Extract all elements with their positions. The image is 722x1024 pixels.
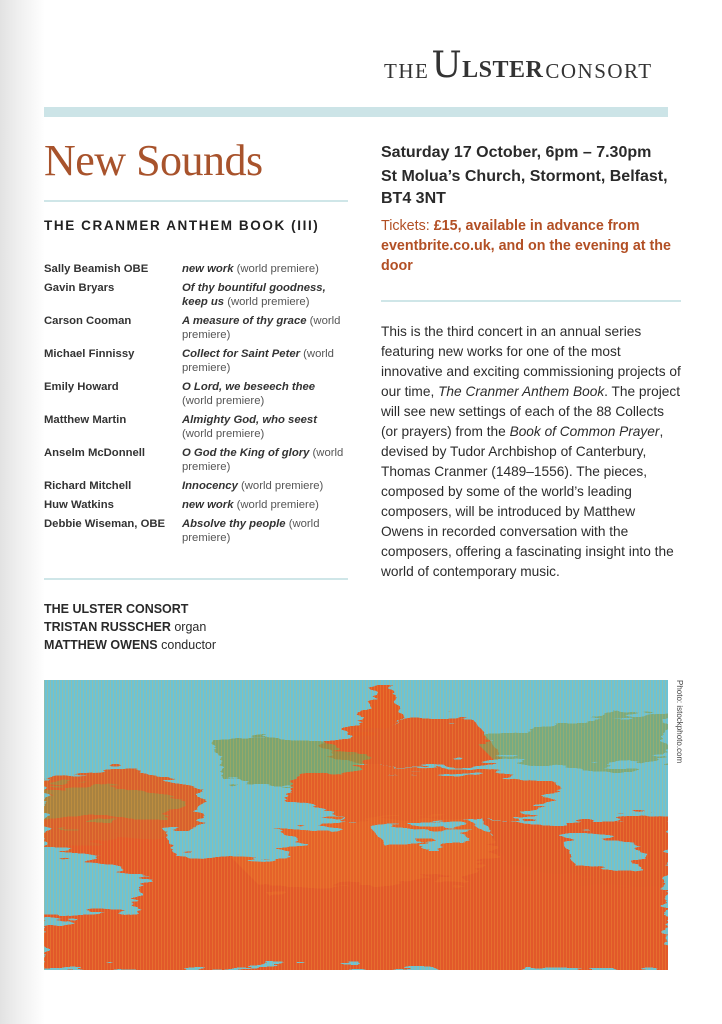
blurb-italic-title-1: The Cranmer Anthem Book bbox=[438, 384, 605, 399]
performer-role: conductor bbox=[161, 638, 217, 652]
piece-title: new work bbox=[182, 499, 234, 511]
tickets-divider bbox=[381, 300, 681, 302]
piece-title: A measure of thy grace bbox=[182, 315, 307, 327]
premiere-note: (world premiere) bbox=[182, 348, 334, 374]
composer-name: Debbie Wiseman, OBE bbox=[44, 518, 166, 530]
piece-info bbox=[182, 517, 344, 545]
work-row bbox=[44, 479, 344, 493]
tickets-detail: £15, available in advance from eventbrite.co.uk, and on the evening at the door bbox=[381, 218, 671, 274]
piece-title: Of thy bountiful goodness, keep us bbox=[182, 282, 326, 308]
piece-title: new work bbox=[182, 263, 234, 275]
piece-title: Collect for Saint Peter bbox=[182, 348, 301, 360]
work-row bbox=[44, 347, 344, 375]
painting-svg bbox=[44, 680, 668, 970]
piece-info bbox=[182, 314, 344, 342]
composer-name: Emily Howard bbox=[44, 381, 119, 393]
tickets-label: Tickets: bbox=[381, 218, 430, 234]
composer-name: Gavin Bryars bbox=[44, 282, 115, 294]
piece-info bbox=[182, 446, 344, 474]
piece-info bbox=[182, 380, 344, 408]
tickets-info bbox=[381, 216, 681, 276]
composer-name: Anselm McDonnell bbox=[44, 447, 146, 459]
performer bbox=[44, 618, 216, 636]
abstract-painting-image bbox=[44, 680, 668, 970]
performer bbox=[44, 600, 216, 618]
piece-title: Absolve thy people bbox=[182, 518, 286, 530]
piece-info bbox=[182, 347, 344, 375]
work-row bbox=[44, 498, 344, 512]
performer-name: MATTHEW OWENS bbox=[44, 638, 158, 652]
piece-info bbox=[182, 262, 319, 276]
work-row bbox=[44, 413, 344, 441]
piece-info bbox=[182, 281, 344, 309]
canvas-texture bbox=[44, 680, 668, 970]
work-row bbox=[44, 314, 344, 342]
piece-title: O Lord, we beseech thee bbox=[182, 381, 316, 393]
logo-lster: LSTER bbox=[462, 57, 544, 83]
piece-info bbox=[182, 479, 323, 493]
event-date: Saturday 17 October, 6pm – 7.30pm bbox=[381, 144, 652, 161]
work-row bbox=[44, 446, 344, 474]
premiere-note: (world premiere) bbox=[236, 499, 319, 511]
work-row bbox=[44, 262, 344, 276]
composer-name: Richard Mitchell bbox=[44, 480, 132, 492]
piece-title: O God the King of glory bbox=[182, 447, 310, 459]
work-row bbox=[44, 281, 344, 309]
premiere-note: (world premiere) bbox=[182, 395, 265, 407]
blurb-italic-title-2: Book of Common Prayer bbox=[509, 424, 660, 439]
works-list bbox=[44, 262, 344, 550]
premiere-note: (world premiere) bbox=[182, 518, 320, 544]
composer-name: Michael Finnissy bbox=[44, 348, 135, 360]
blurb-text-1: This is the third concert in an annual series featuring new works for one of the most innovative and exciting commissioning projects of our time, bbox=[381, 324, 681, 399]
piece-title: Almighty God, who seest bbox=[182, 414, 317, 426]
ulster-consort-logo bbox=[384, 45, 653, 86]
page-gutter-shadow bbox=[0, 0, 45, 1024]
performer-role: organ bbox=[174, 620, 207, 634]
program-subtitle: THE CRANMER ANTHEM BOOK (III) bbox=[44, 218, 320, 233]
works-divider bbox=[44, 578, 348, 580]
premiere-note: (world premiere) bbox=[182, 428, 265, 440]
event-venue: St Molua’s Church, Stormont, Belfast, BT4 3NT bbox=[381, 168, 668, 207]
premiere-note: (world premiere) bbox=[236, 263, 319, 275]
composer-name: Huw Watkins bbox=[44, 499, 114, 511]
performer-name: THE ULSTER CONSORT bbox=[44, 602, 189, 616]
premiere-note: (world premiere) bbox=[182, 315, 341, 341]
piece-info bbox=[182, 413, 344, 441]
composer-name: Matthew Martin bbox=[44, 414, 127, 426]
composer-name: Carson Cooman bbox=[44, 315, 132, 327]
logo-u: U bbox=[431, 45, 463, 86]
composer-name: Sally Beamish OBE bbox=[44, 263, 149, 275]
header-rule bbox=[44, 107, 668, 117]
piece-info bbox=[182, 498, 319, 512]
concert-description bbox=[381, 322, 681, 582]
photo-credit: Photo: istockphoto.com bbox=[675, 680, 684, 764]
page-title: New Sounds bbox=[44, 136, 263, 185]
performer-name: TRISTAN RUSSCHER bbox=[44, 620, 171, 634]
logo-the: THE bbox=[384, 59, 430, 83]
work-row bbox=[44, 517, 344, 545]
premiere-note: (world premiere) bbox=[241, 480, 324, 492]
premiere-note: (world premiere) bbox=[182, 447, 344, 473]
premiere-note: (world premiere) bbox=[227, 296, 310, 308]
piece-title: Innocency bbox=[182, 480, 238, 492]
logo-consort: CONSORT bbox=[545, 59, 653, 83]
title-divider bbox=[44, 200, 348, 202]
blurb-text-2: . The project will see new settings of each of the 88 Collects (or prayers) from the bbox=[381, 384, 681, 439]
blurb-text-3: , devised by Tudor Archbishop of Canterbury, Thomas Cranmer (1489–1556). The pieces, composed by some of the world’s leading composers, will be introduced by Matthew Owens in recorded conversation with the composers, offering a fascinating insight into the world of contemporary music. bbox=[381, 424, 674, 579]
logo-ulster bbox=[431, 45, 544, 86]
performers-list bbox=[44, 600, 216, 654]
performer bbox=[44, 636, 216, 654]
work-row bbox=[44, 380, 344, 408]
